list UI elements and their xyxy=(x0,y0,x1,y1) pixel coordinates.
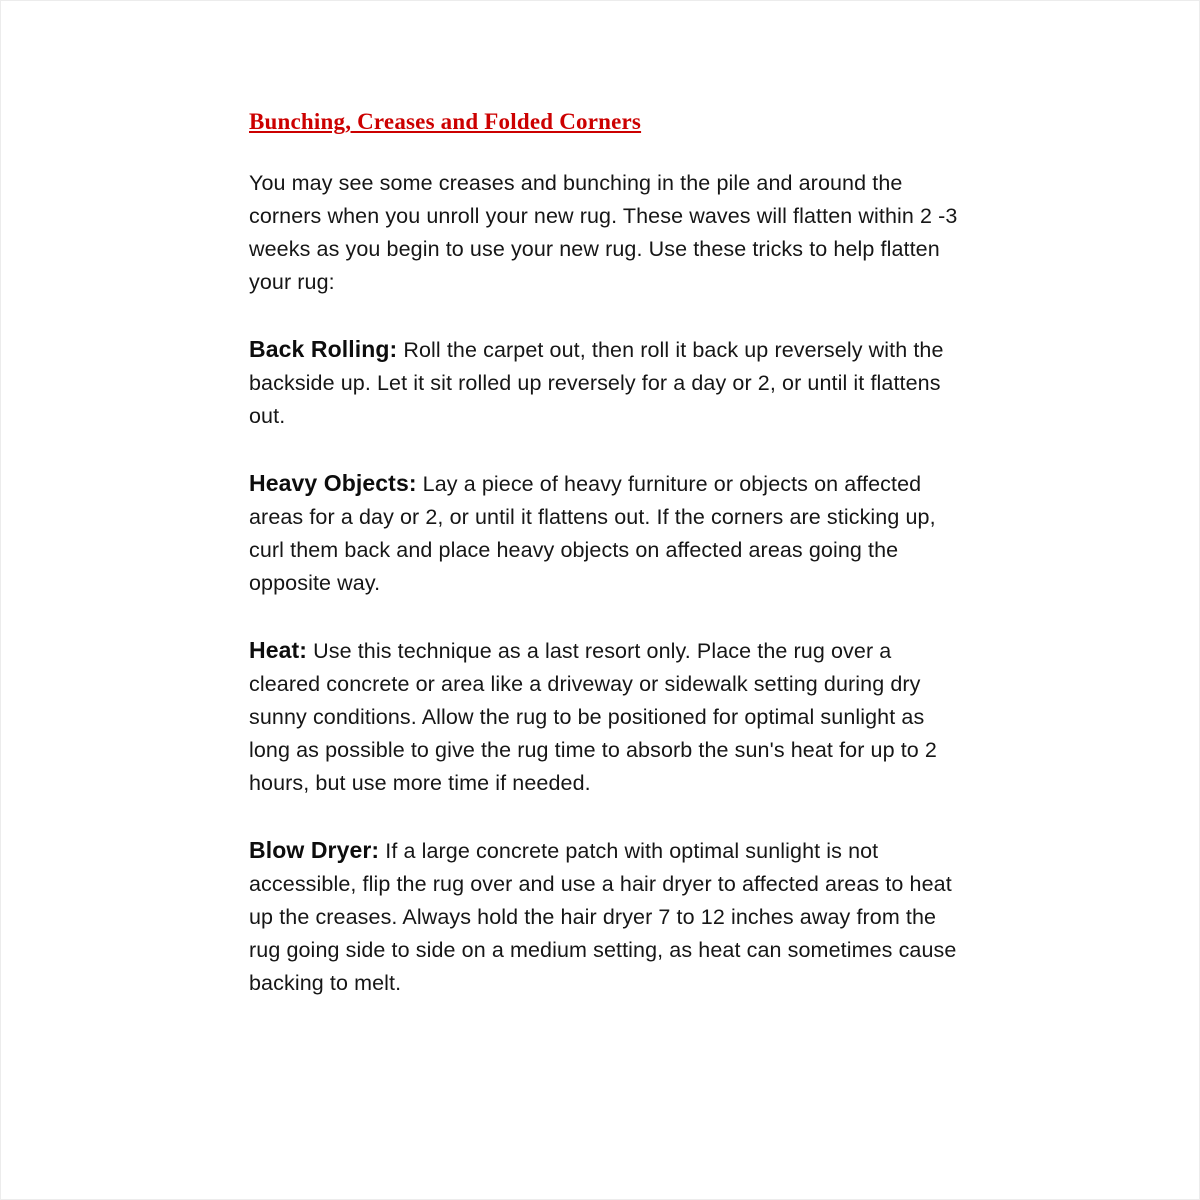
section-heat-label: Heat: xyxy=(249,637,308,663)
section-blow-dryer xyxy=(249,834,961,1000)
section-blow-dryer-label: Blow Dryer: xyxy=(249,837,380,863)
intro-paragraph: You may see some creases and bunching in the pile and around the corners when you unroll your new rug. These waves will flatten within 2 -3 weeks as you begin to use your new rug. Use these tricks to help flatten your rug: xyxy=(249,171,958,294)
section-heavy-objects-text: Lay a piece of heavy furniture or objects on affected areas for a day or 2, or until it flattens out. If the corners are sticking up, curl them back and place heavy objects on affected areas going the opposite way. xyxy=(249,472,936,595)
section-heavy-objects-label: Heavy Objects: xyxy=(249,470,417,496)
document-page xyxy=(249,109,961,1000)
section-heat-text: Use this technique as a last resort only. Place the rug over a cleared concrete or area like a driveway or sidewalk setting during dry sunny conditions. Allow the rug to be positioned for optimal sunlight as long as possible to give the rug time to absorb the sun's heat for up to 2 hours, but use more time if needed. xyxy=(249,639,937,795)
section-heat xyxy=(249,634,961,800)
document-heading: Bunching, Creases and Folded Corners xyxy=(249,109,642,134)
section-back-rolling-text: Roll the carpet out, then roll it back up reversely with the backside up. Let it sit rolled up reversely for a day or 2, or until it flattens out. xyxy=(249,338,944,428)
section-blow-dryer-text: If a large concrete patch with optimal sunlight is not accessible, flip the rug over and use a hair dryer to affected areas to heat up the creases. Always hold the hair dryer 7 to 12 inches away from the rug going side to side on a medium setting, as heat can sometimes cause backing to melt. xyxy=(249,839,957,995)
section-heavy-objects xyxy=(249,467,961,600)
section-back-rolling xyxy=(249,333,961,433)
section-back-rolling-label: Back Rolling: xyxy=(249,336,398,362)
